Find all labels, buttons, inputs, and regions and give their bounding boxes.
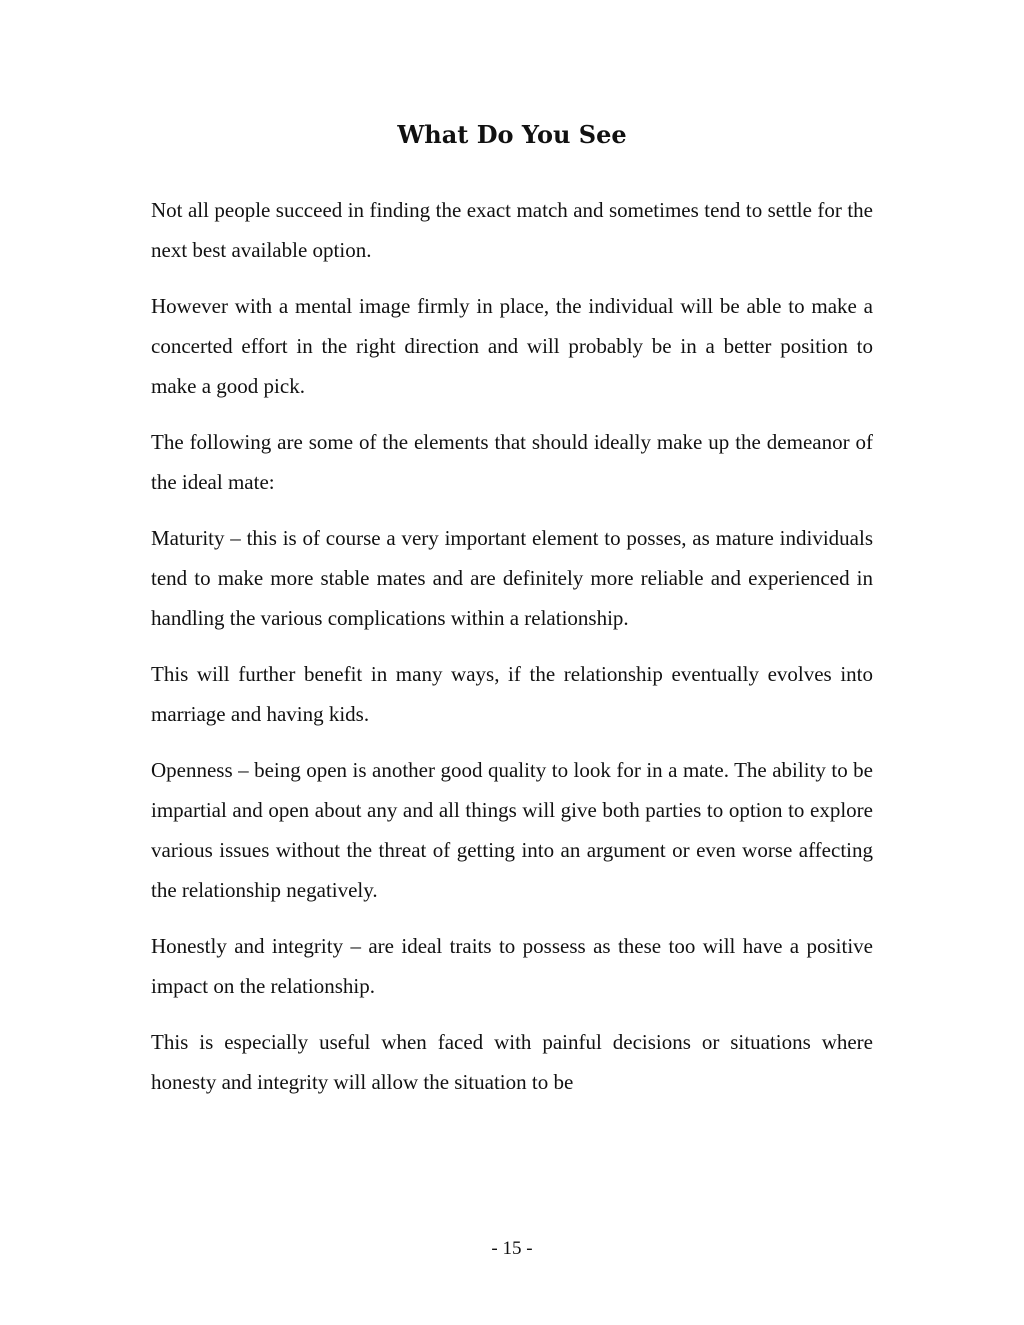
paragraph: However with a mental image firmly in place, the individual will be able to make a concerted effort in the right direction and will probably be in a better position to make a good pick.	[151, 294, 873, 398]
page-title: What Do You See	[397, 120, 627, 149]
paragraph: The following are some of the elements that should ideally make up the demeanor of the ideal mate:	[151, 430, 873, 494]
paragraph: Openness – being open is another good quality to look for in a mate. The ability to be impartial and open about any and all things will give both parties to option to explore various issues without the threat of getting into an argument or even worse affecting the relationship negatively.	[151, 758, 873, 902]
page-number: - 15 -	[491, 1238, 533, 1259]
paragraph: This is especially useful when faced with painful decisions or situations where honesty and integrity will allow the situation to be	[151, 1030, 873, 1094]
paragraph: This will further benefit in many ways, if the relationship eventually evolves into marriage and having kids.	[151, 662, 873, 726]
paragraph: Maturity – this is of course a very important element to posses, as mature individuals tend to make more stable mates and are definitely more reliable and experienced in handling the various complications within a relationship.	[151, 526, 873, 630]
paragraph: Honestly and integrity – are ideal traits to possess as these too will have a positive impact on the relationship.	[151, 934, 873, 998]
body-text	[151, 190, 873, 1118]
paragraph: Not all people succeed in finding the exact match and sometimes tend to settle for the next best available option.	[151, 198, 873, 262]
